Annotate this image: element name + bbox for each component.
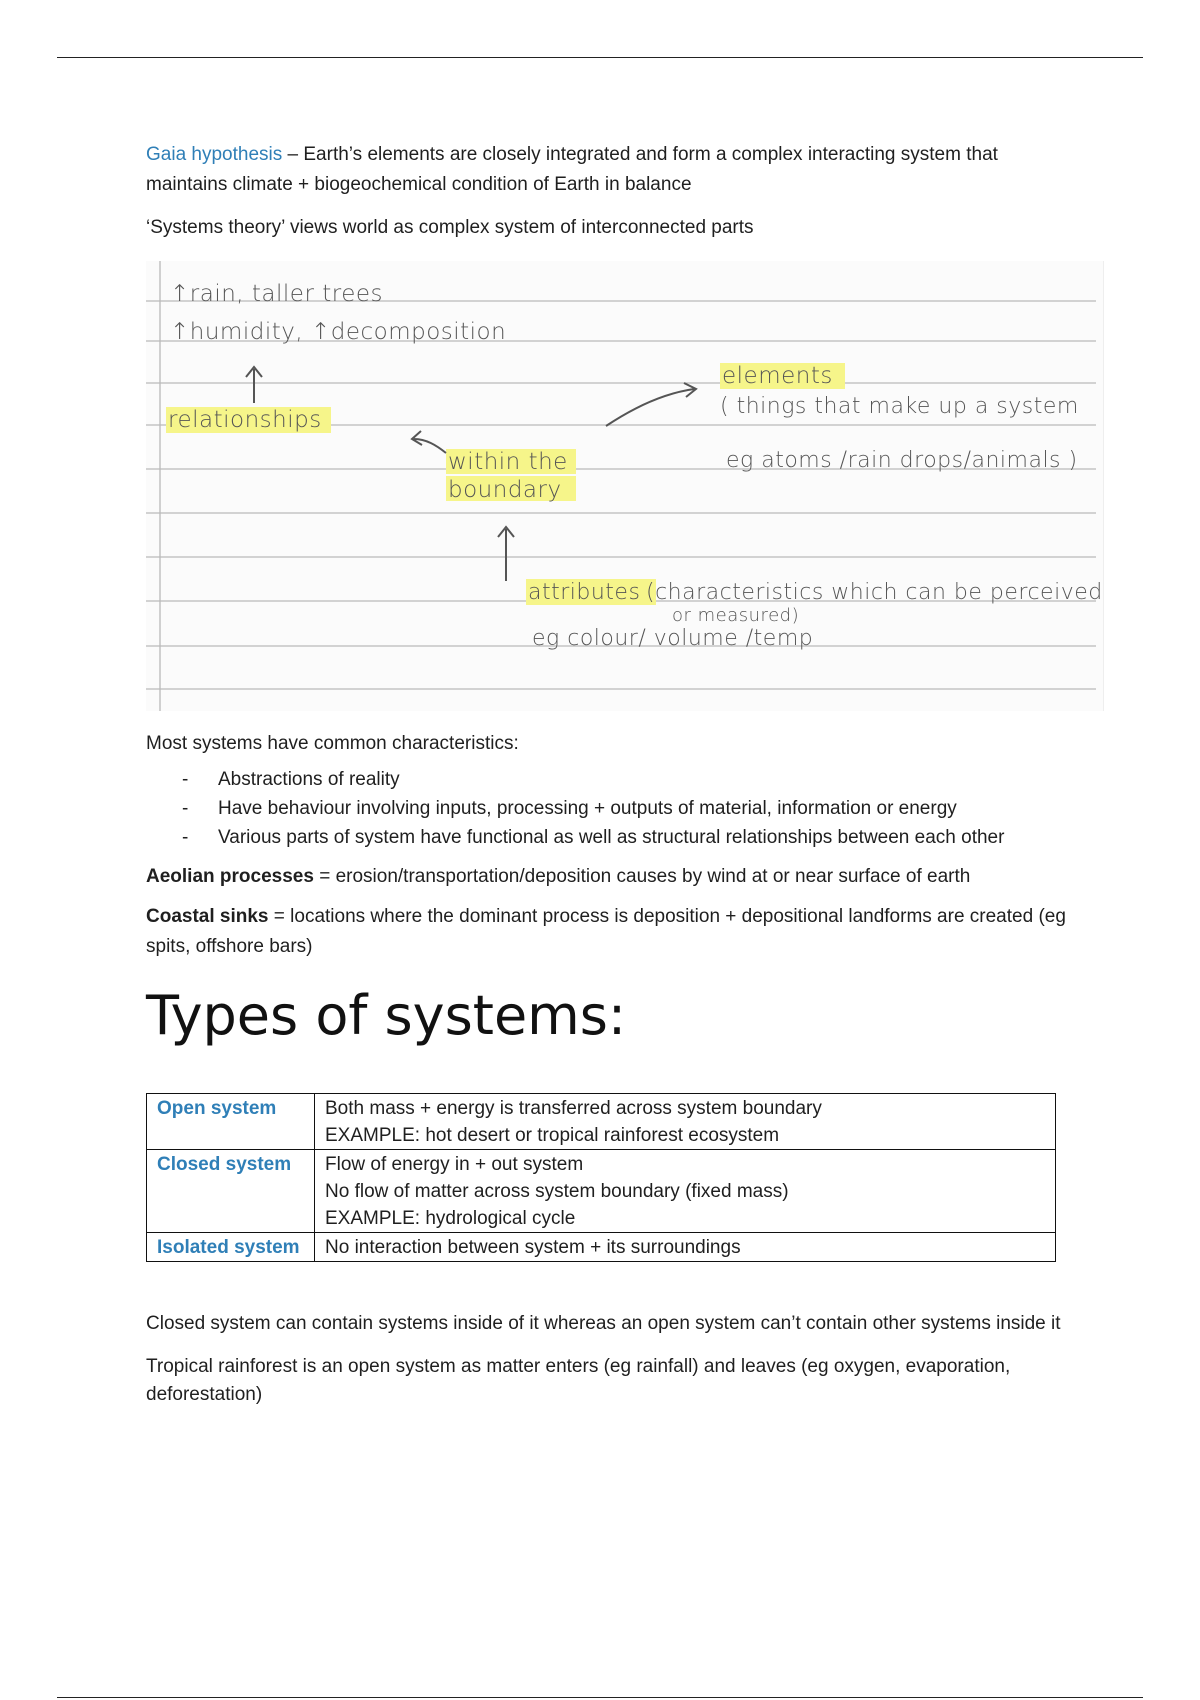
systems-theory-paragraph: ‘Systems theory’ views world as complex system of interconnected parts [146,217,754,238]
list-item: - Have behaviour involving inputs, processing + outputs of material, information or energy [182,798,957,819]
term-closed-system: Closed system [147,1150,315,1233]
aeolian-term: Aeolian processes [146,866,314,887]
closed-system-paragraph: Closed system can contain systems inside of it whereas an open system can’t contain other systems inside it [146,1313,1061,1334]
aeolian-definition: Aeolian processes = erosion/transportation/deposition causes by wind at or near surface of earth [146,866,971,887]
hw-attributes-def: (characteristics which can be perceived [646,580,1103,605]
desc-open-system: Both mass + energy is transferred across system boundary EXAMPLE: hot desert or tropical rainforest ecosystem [315,1094,1056,1150]
hw-elements: elements [722,363,833,389]
gaia-paragraph [146,140,1076,200]
document-body [146,140,1103,1424]
hw-attributes-def2: or measured) [672,605,800,626]
gaia-term: Gaia hypothesis [146,144,283,165]
hw-elements-eg: eg atoms /rain drops/animals ) [726,448,1078,473]
table-row [147,1150,1056,1233]
coastal-definition: Coastal sinks = locations where the dominant process is deposition + depositional landforms are created (eg spits, offshore bars) [146,906,1066,957]
coastal-term: Coastal sinks [146,906,269,927]
term-open-system: Open system [147,1094,315,1150]
hw-within: within the [448,449,568,475]
types-heading: Types of systems: [146,984,627,1047]
hw-rain-trees: ↑rain, taller trees [170,281,383,307]
characteristics-list [146,765,1076,852]
notebook-page [146,261,1104,711]
list-item: - Various parts of system have functional as well as structural relationships between each other [182,827,1005,848]
table-row [147,1233,1056,1262]
desc-isolated-system: No interaction between system + its surroundings [315,1233,1056,1262]
desc-closed-system: Flow of energy in + out system No flow of matter across system boundary (fixed mass) EXAMPLE: hydrological cycle [315,1150,1056,1233]
term-isolated-system: Isolated system [147,1233,315,1262]
characteristics-heading: Most systems have common characteristics: [146,733,519,754]
rainforest-paragraph: Tropical rainforest is an open system as matter enters (eg rainfall) and leaves (eg oxygen, evaporation, deforestation) [146,1356,1011,1405]
table-row [147,1094,1056,1150]
hw-attributes-eg: eg colour/ volume /temp [532,626,814,651]
hw-elements-def: ( things that make up a system [720,394,1079,419]
hw-boundary: boundary [448,477,562,503]
header-rule [57,57,1143,58]
hw-relationships: relationships [168,407,322,433]
footer-rule [57,1697,1143,1698]
system-types-table [146,1093,1056,1262]
handwritten-diagram [146,261,1104,711]
gaia-text: – Earth’s elements are closely integrated and form a complex interacting system that maintains climate + biogeochemical condition of Earth in balance [146,144,998,195]
hw-attributes: attributes [528,580,641,605]
list-item: - Abstractions of reality [182,769,400,790]
hw-humidity: ↑humidity, ↑decomposition [170,319,507,345]
